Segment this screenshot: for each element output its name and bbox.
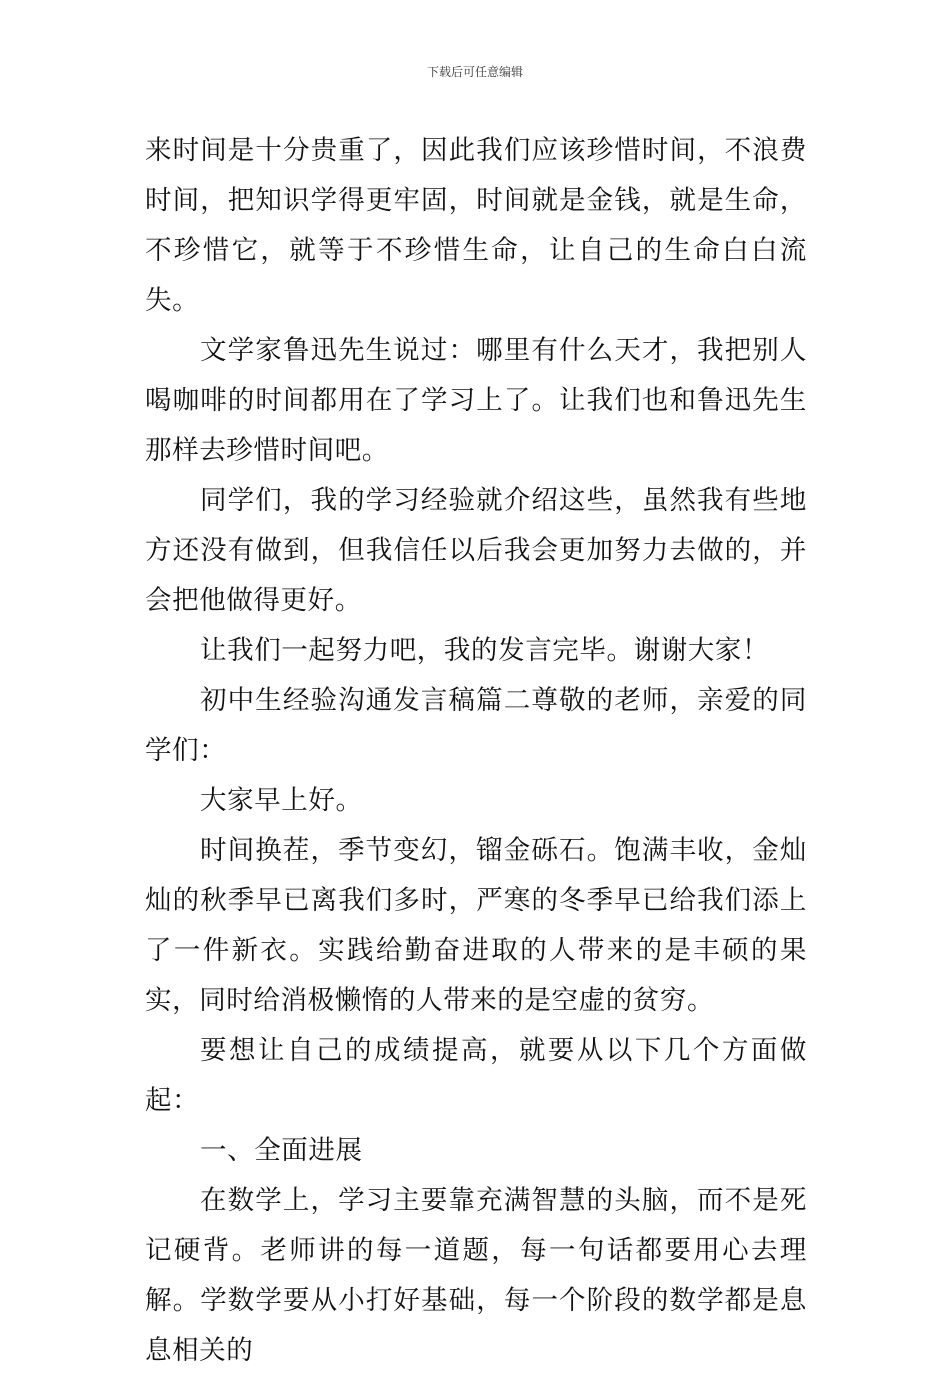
document-body xyxy=(145,126,807,1376)
paragraph-8: 要想让自己的成绩提高，就要从以下几个方面做起： xyxy=(145,1035,807,1116)
paragraph-4: 让我们一起努力吧，我的发言完毕。谢谢大家！ xyxy=(200,635,770,666)
paragraph-2: 文学家鲁迅先生说过：哪里有什么天才，我把别人喝咖啡的时间都用在了学习上了。让我们也和鲁迅先生那样去珍惜时间吧。 xyxy=(145,335,807,466)
paragraph-1: 来时间是十分贵重了，因此我们应该珍惜时间，不浪费时间，把知识学得更牢固，时间就是金钱，就是生命，不珍惜它，就等于不珍惜生命，让自己的生命白白流失。 xyxy=(145,135,807,316)
page-header: 下载后可任意编辑 xyxy=(426,65,523,79)
paragraph-10: 在数学上，学习主要靠充满智慧的头脑，而不是死记硬背。老师讲的每一道题，每一句话都要用心去理解。学数学要从小打好基础，每一个阶段的数学都是息息相关的 xyxy=(145,1185,807,1366)
section-heading: 一、全面进展 xyxy=(200,1135,363,1166)
paragraph-7: 时间换茬，季节变幻，镏金砾石。饱满丰收，金灿灿的秋季早已离我们多时，严寒的冬季早已给我们添上了一件新衣。实践给勤奋进取的人带来的是丰硕的果实，同时给消极懒惰的人带来的是空虚的贫穷。 xyxy=(145,835,807,1016)
paragraph-3: 同学们，我的学习经验就介绍这些，虽然我有些地方还没有做到，但我信任以后我会更加努力去做的，并会把他做得更好。 xyxy=(145,485,807,616)
paragraph-6: 大家早上好。 xyxy=(200,785,363,816)
paragraph-5: 初中生经验沟通发言稿篇二尊敬的老师，亲爱的同学们： xyxy=(145,685,807,766)
